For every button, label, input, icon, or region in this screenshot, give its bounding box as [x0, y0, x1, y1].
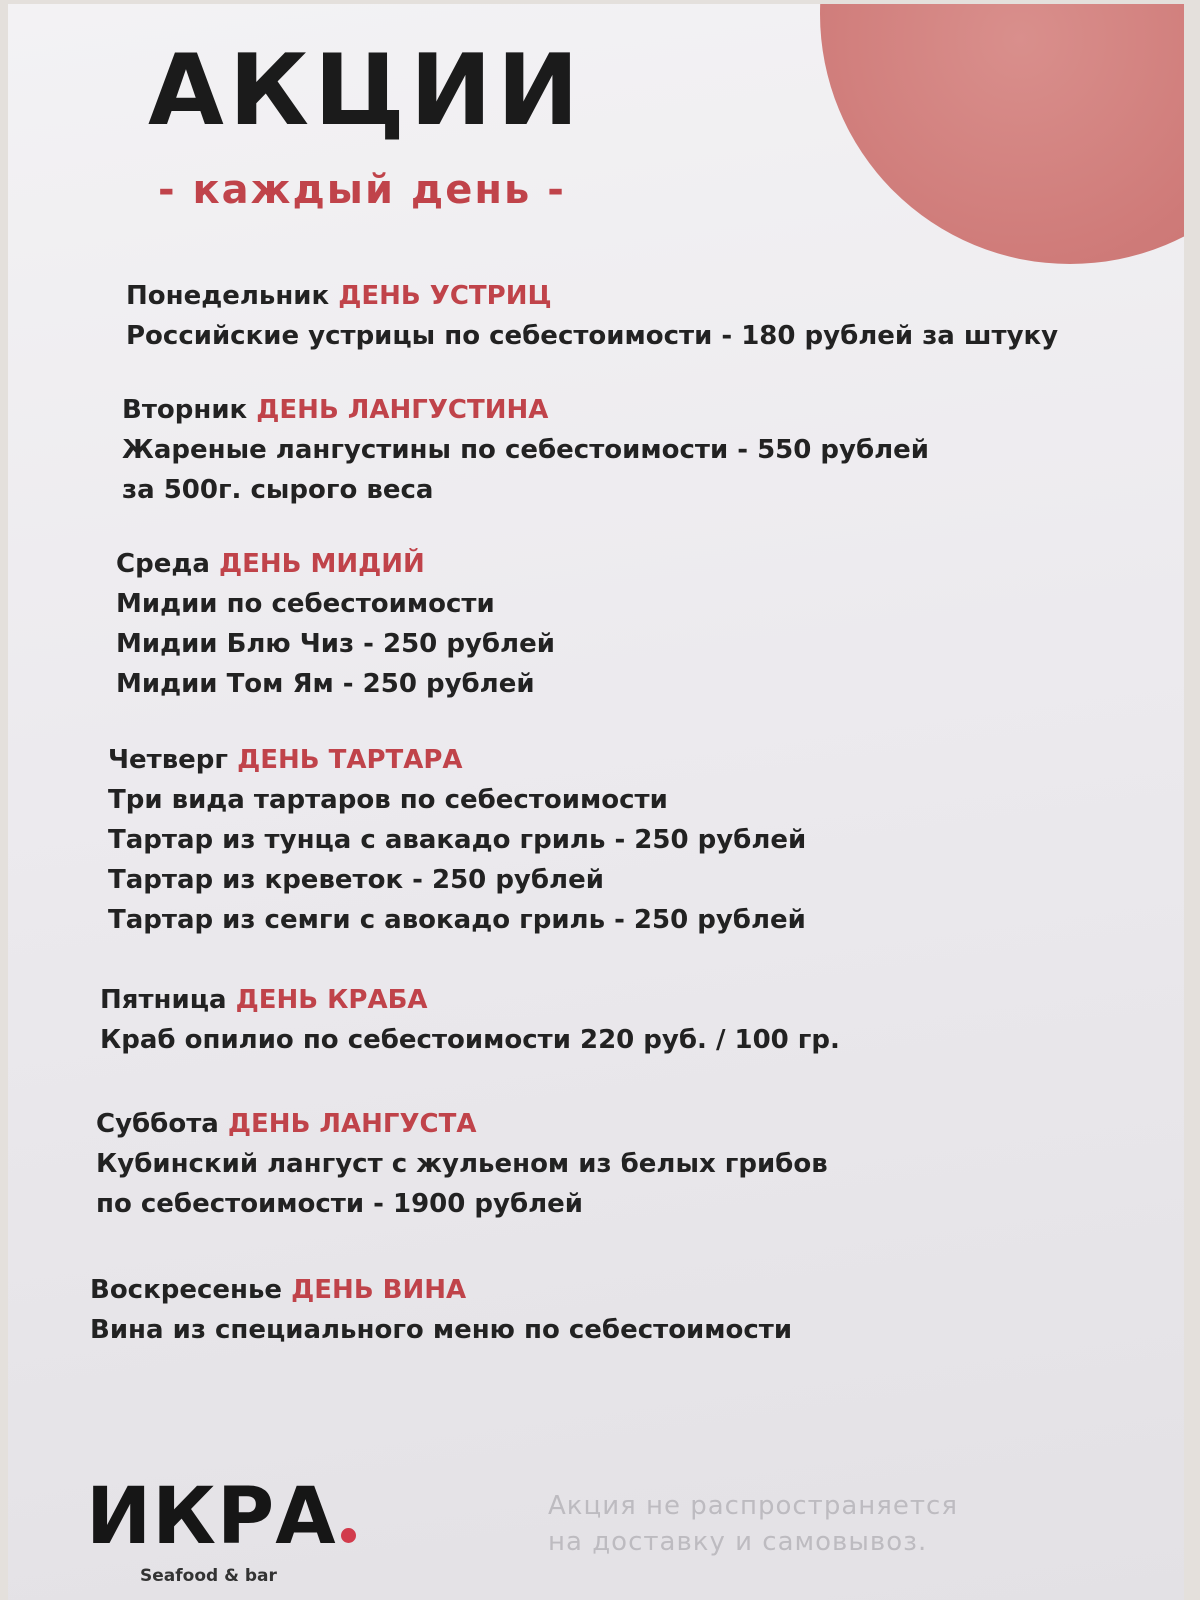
- promo-day-heading: [116, 544, 555, 584]
- promo-day-heading: [126, 276, 1058, 316]
- promo-line: Тартар из семги с авокадо гриль - 250 рублей: [108, 905, 806, 935]
- brand-dot-icon: [341, 1528, 356, 1543]
- page-subtitle: - каждый день -: [158, 167, 566, 213]
- brand-tagline: Seafood & bar: [140, 1566, 277, 1586]
- promo-day-heading: [90, 1270, 792, 1310]
- promo-monday: [126, 276, 1058, 356]
- promo-theme: ДЕНЬ ВИНА: [291, 1275, 467, 1305]
- promo-line: за 500г. сырого веса: [122, 475, 434, 505]
- promo-line: Мидии Том Ям - 250 рублей: [116, 669, 535, 699]
- footnote-line: на доставку и самовывоз.: [548, 1527, 928, 1557]
- promo-theme: ДЕНЬ ЛАНГУСТА: [227, 1109, 477, 1139]
- promo-line: Жареные лангустины по себестоимости - 550 рублей: [122, 435, 930, 465]
- footnote-line: Акция не распространяется: [548, 1491, 958, 1521]
- promo-day-name: Среда: [116, 549, 210, 579]
- promo-line: по себестоимости - 1900 рублей: [96, 1189, 584, 1219]
- promo-day-heading: [100, 980, 840, 1020]
- promo-theme: ДЕНЬ УСТРИЦ: [338, 281, 552, 311]
- promo-day-name: Вторник: [122, 395, 248, 425]
- promo-day-heading: [122, 390, 929, 430]
- brand-logo: [86, 1472, 356, 1586]
- promo-day-name: Понедельник: [126, 281, 330, 311]
- brand-name: ИКРА: [86, 1472, 337, 1562]
- promo-line: Мидии по себестоимости: [116, 589, 495, 619]
- promo-theme: ДЕНЬ МИДИЙ: [218, 549, 425, 579]
- promo-day-name: Воскресенье: [90, 1275, 283, 1305]
- promo-thursday: [108, 740, 806, 940]
- decorative-circle: [820, 4, 1184, 264]
- page-title: АКЦИИ: [148, 34, 584, 148]
- promo-day-name: Суббота: [96, 1109, 219, 1139]
- promo-day-name: Пятница: [100, 985, 227, 1015]
- promo-day-heading: [96, 1104, 828, 1144]
- promo-theme: ДЕНЬ КРАБА: [235, 985, 428, 1015]
- promo-line: Краб опилио по себестоимости 220 руб. / 100 гр.: [100, 1025, 840, 1055]
- promo-line: Тартар из тунца с авакадо гриль - 250 рублей: [108, 825, 807, 855]
- promo-card: [8, 4, 1184, 1600]
- promo-saturday: [96, 1104, 828, 1224]
- promo-friday: [100, 980, 840, 1060]
- promo-line: Вина из специального меню по себестоимости: [90, 1315, 793, 1345]
- promo-tuesday: [122, 390, 929, 510]
- footnote: [548, 1488, 958, 1560]
- promo-line: Три вида тартаров по себестоимости: [108, 785, 668, 815]
- promo-theme: ДЕНЬ ЛАНГУСТИНА: [256, 395, 549, 425]
- promo-line: Российские устрицы по себестоимости - 180 рублей за штуку: [126, 321, 1059, 351]
- promo-theme: ДЕНЬ ТАРТАРА: [237, 745, 463, 775]
- promo-sunday: [90, 1270, 792, 1350]
- promo-line: Мидии Блю Чиз - 250 рублей: [116, 629, 555, 659]
- promo-line: Кубинский лангуст с жульеном из белых грибов: [96, 1149, 828, 1179]
- promo-line: Тартар из креветок - 250 рублей: [108, 865, 604, 895]
- promo-day-name: Четверг: [108, 745, 228, 775]
- promo-wednesday: [116, 544, 555, 704]
- promo-day-heading: [108, 740, 806, 780]
